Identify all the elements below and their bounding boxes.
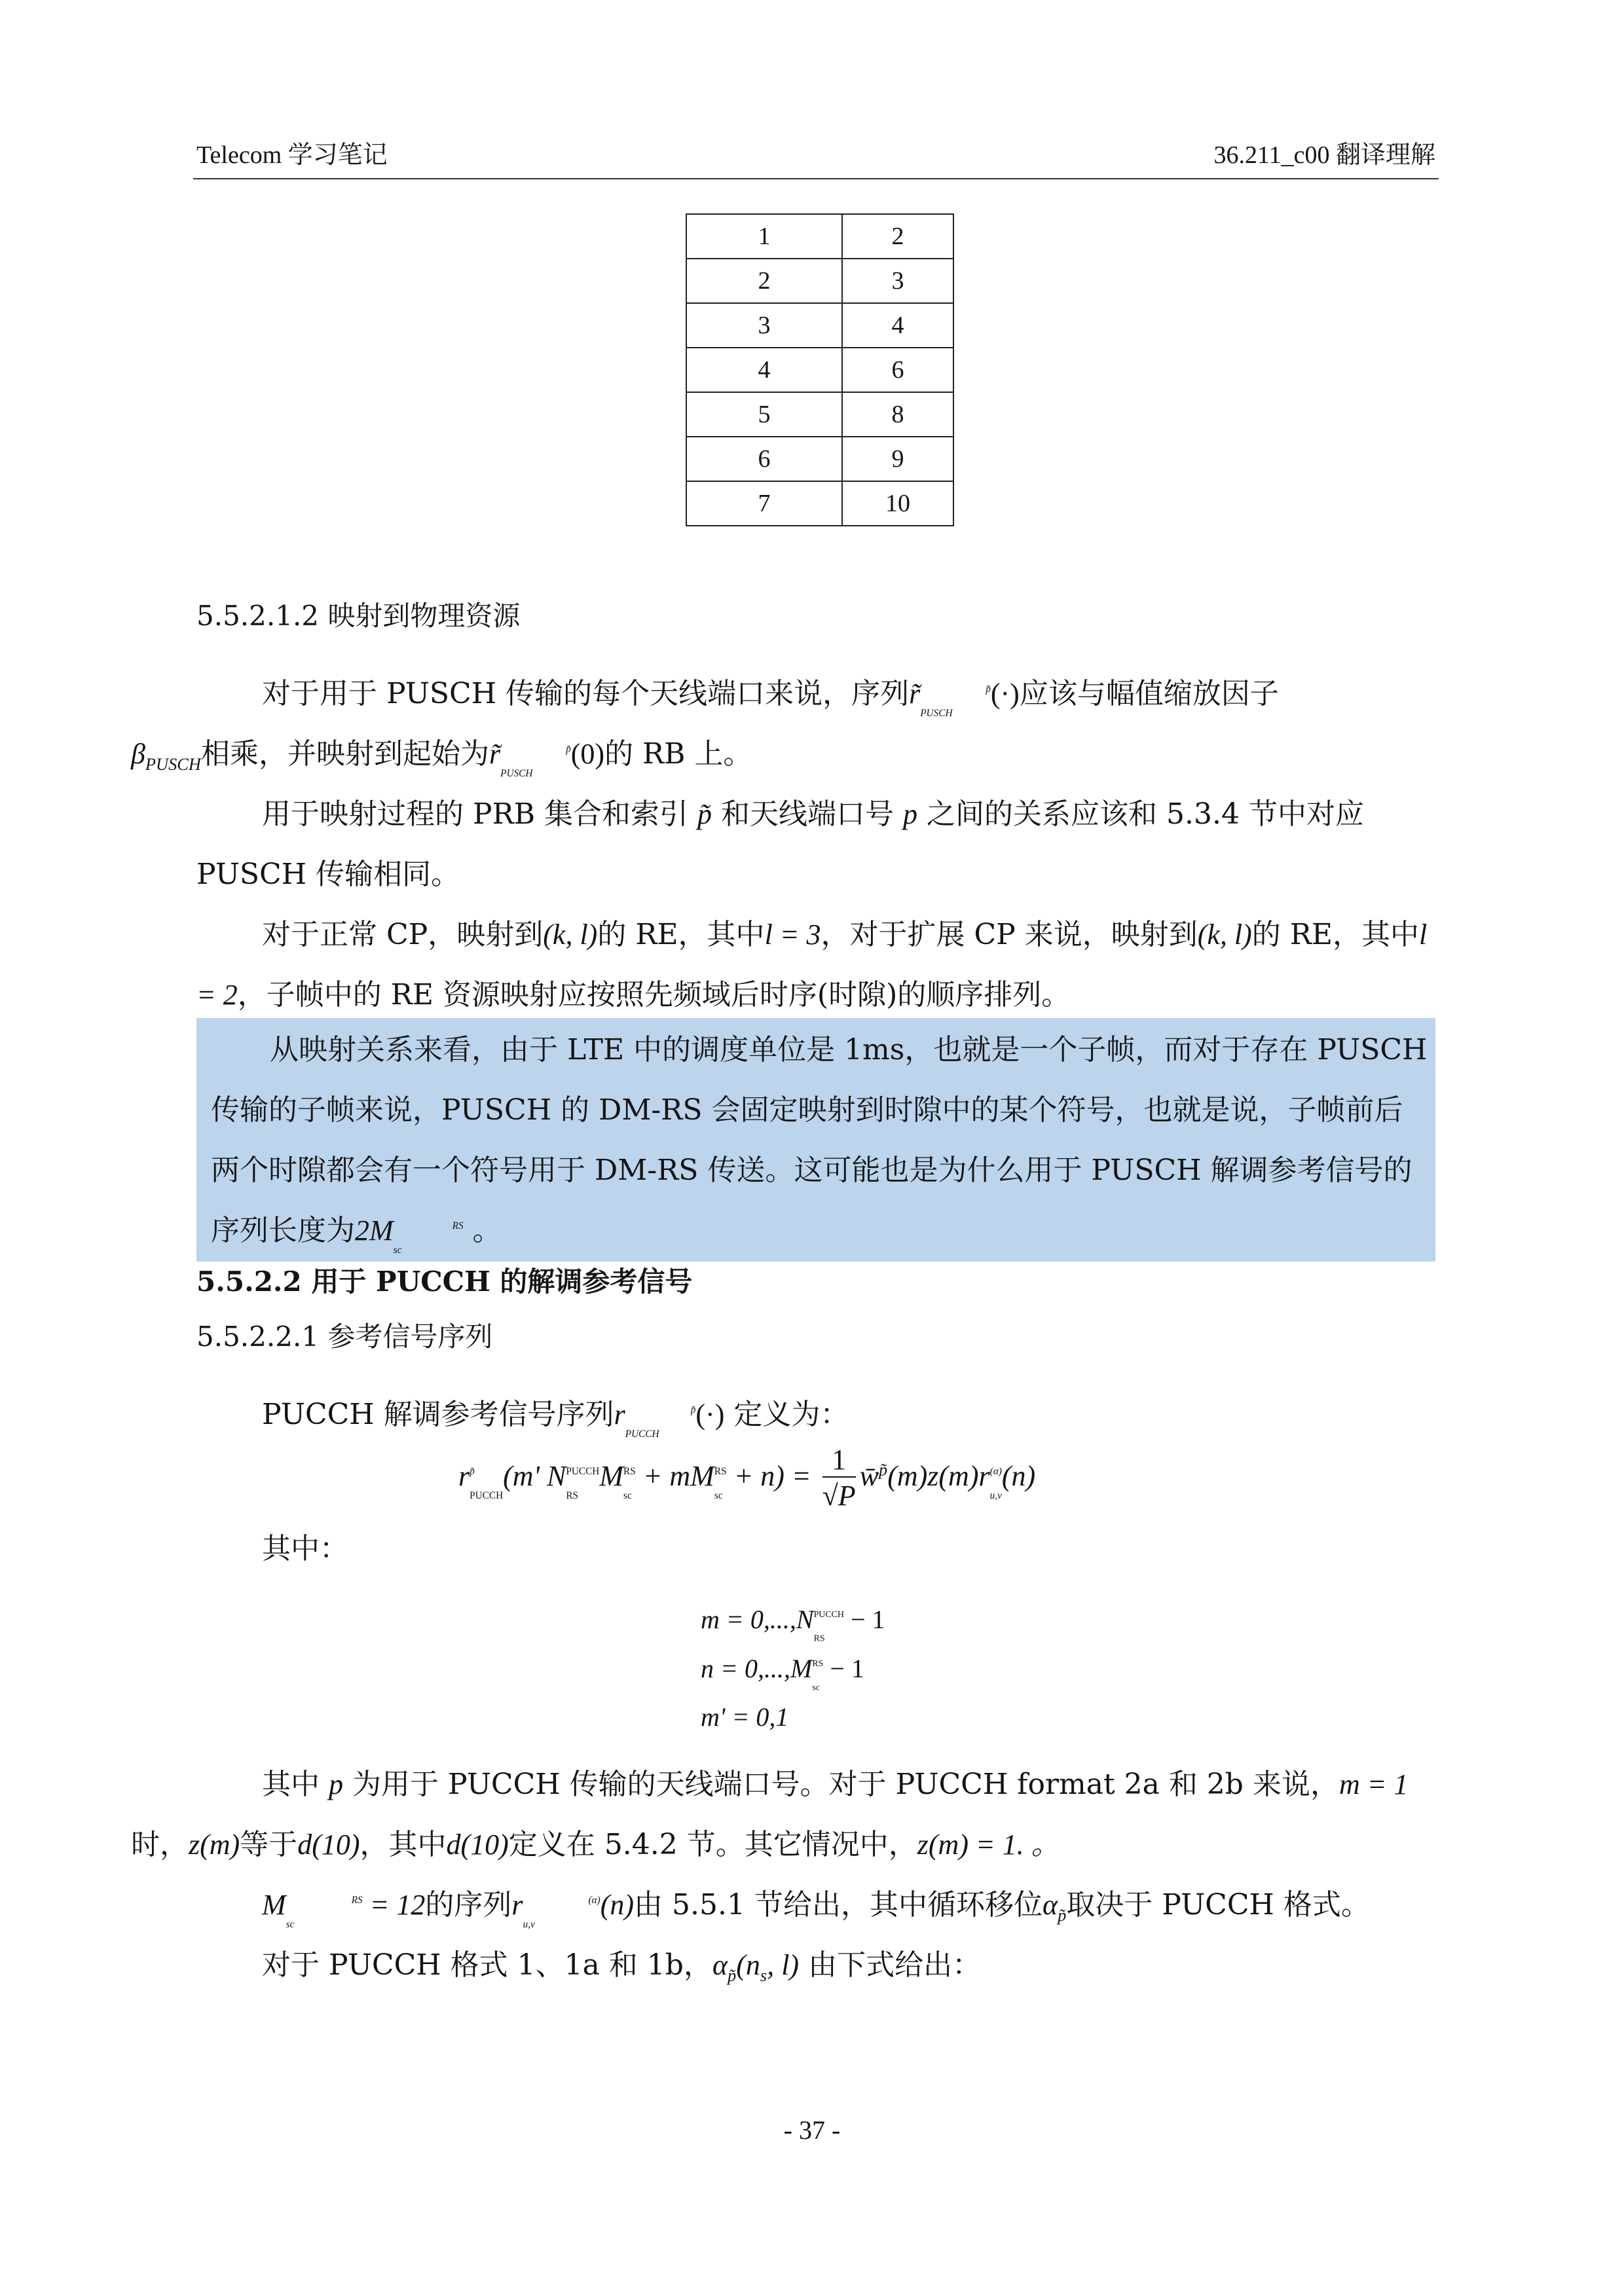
- table-cell: 2: [686, 259, 842, 303]
- table-cell: 10: [842, 481, 953, 526]
- math-arg: (·): [990, 678, 1020, 710]
- paragraph-prb-set: [196, 784, 1434, 905]
- table-row: [686, 392, 953, 437]
- table-row: [686, 348, 953, 392]
- index-line-m: $m = 0,...,N^{PUCCH}$ $_{RS}$ − 1: [701, 1605, 885, 1644]
- table-row: [686, 481, 953, 526]
- table-cell: 6: [686, 437, 842, 481]
- header-left: Telecom 学习笔记: [196, 141, 388, 169]
- math-k-l: (k, l): [1197, 919, 1252, 951]
- table-cell: 3: [686, 303, 842, 348]
- text-run: 由 5.5.1 节给出，其中循环移位: [634, 1888, 1043, 1922]
- table-row: [686, 259, 953, 303]
- table-cell: 9: [842, 437, 953, 481]
- math-r-pucch: r $^{p̃}$ $_{PUCCH}$: [614, 1398, 696, 1440]
- index-line-n: $n = 0,...,M^{RS}$ $_{sc}$ − 1: [701, 1653, 864, 1693]
- text-run: ，其中: [360, 1828, 447, 1861]
- table-row: [686, 214, 953, 259]
- text-run: 从映射关系来看，由于 LTE 中的调度单位是 1ms，也就是一个子帧，而对于存在 PUSCH 传输的子帧来说，PUSCH 的 DM-RS 会固定映射到时隙中的某个符号，也就是说，子帧前后两个时隙都会有一个符号用于 DM-RS 传送。这可能也是为什么用于 PUSCH 解调参考信号的序列长度为: [211, 1033, 1428, 1247]
- header-right: 36.211_c00 翻译理解: [1213, 141, 1435, 169]
- text-run: 等于: [240, 1828, 298, 1861]
- text-run: 定义在 5.4.2 节。其它情况中，: [508, 1828, 917, 1861]
- table-cell: 3: [842, 259, 953, 303]
- math-d-10: d(10): [446, 1829, 509, 1861]
- mapping-table: [686, 213, 954, 526]
- index-line-mprime: m' = 0,1: [701, 1702, 789, 1732]
- paragraph-antenna-port: [131, 1755, 1434, 1875]
- text-run: ，对于扩展 CP 来说，映射到: [821, 918, 1198, 951]
- text-run: ，子帧中的 RE 资源映射应按照先频域后时序(时隙)的顺序排列。: [237, 978, 1071, 1011]
- table-cell: 5: [686, 392, 842, 437]
- text-run: 的序列: [425, 1888, 512, 1922]
- section-heading-5-5-2-1-2: 5.5.2.1.2 映射到物理资源: [196, 600, 521, 632]
- table-row: [686, 303, 953, 348]
- text-run: 时，: [131, 1828, 189, 1861]
- text-run: 对于 PUCCH 格式 1、1a 和 1b，: [262, 1948, 712, 1982]
- table-row: [686, 437, 953, 481]
- table-cell: 6: [842, 348, 953, 392]
- table-cell: 7: [686, 481, 842, 526]
- table-cell: 1: [686, 214, 842, 259]
- text-run: 和天线端口号: [721, 797, 895, 831]
- text-run: 定义为：: [733, 1398, 849, 1431]
- text-run: 的 RB 上。: [604, 737, 752, 771]
- table-cell: 2: [842, 214, 953, 259]
- math-l-3: l = 3: [764, 919, 821, 951]
- text-run: 应该与幅值缩放因子: [1019, 677, 1279, 710]
- pucch-dmrs-formula: $r^{p̃}$ $_{PUCCH}$(m' $N^{PUCCH}$ $_{RS}M^{RS}$ $_{sc} + mM^{RS}$ $_{sc}$ + n) = $\frac{1}{√P}$ $w̄^{p̃}(m)z(m)r^{(\alpha)}$ $_{u,v}$(n): [458, 1444, 1035, 1514]
- text-run: 的 RE，其中: [597, 918, 765, 951]
- where-label: 其中：: [262, 1532, 348, 1565]
- text-run: PUCCH 解调参考信号序列: [262, 1398, 614, 1431]
- text-run: 为用于 PUCCH 传输的天线端口号。对于 PUCCH format 2a 和 2b 来说，: [352, 1768, 1339, 1801]
- math-l-2: l = 2: [196, 919, 1428, 1011]
- paragraph-pucch-definition: [196, 1385, 1434, 1445]
- table-cell: 4: [686, 348, 842, 392]
- text-run: 的 RE，其中: [1251, 918, 1420, 951]
- math-r-pusch: r̃ $^{p̃}$ $_{PUSCH}$: [909, 678, 991, 720]
- page-number: - 37 -: [783, 2115, 841, 2145]
- text-run: 用于映射过程的 PRB 集合和索引: [262, 797, 689, 831]
- fraction-1-sqrt-p: $\frac{1}{√P}$: [822, 1444, 856, 1512]
- math-z-m-1: z(m) = 1. 。: [917, 1829, 1060, 1861]
- math-alpha-p: $\alpha_{p̃}$: [1042, 1889, 1067, 1925]
- text-run: 其中: [262, 1768, 320, 1801]
- math-alpha-p-ns-l: $\alpha_{p̃}(n_s$, l): [712, 1949, 800, 1985]
- math-r-uv: r $^{(\alpha)}$ $_{u,v}$(n): [511, 1889, 635, 1931]
- text-run: 。: [472, 1214, 502, 1247]
- text-run: 由下式给出：: [808, 1948, 982, 1982]
- paragraph-re-mapping: [196, 905, 1434, 1025]
- text-run: 相乘，并映射到起始为: [200, 737, 489, 771]
- text-run: 对于正常 CP，映射到: [262, 918, 544, 951]
- text-run: 对于用于 PUSCH 传输的每个天线端口来说，序列: [262, 677, 910, 710]
- math-r-pusch-0: r̃ $^{p̃}$ $_{PUSCH}$: [489, 738, 571, 780]
- math-p: p: [329, 1768, 343, 1800]
- math-arg: (·): [695, 1398, 725, 1430]
- math-m-1: m = 1: [1338, 1768, 1409, 1800]
- text-run: 之间的关系应该和 5.3.4 节中对应 PUSCH 传输相同。: [196, 797, 1364, 891]
- math-p: p: [903, 798, 918, 830]
- math-arg: (0): [570, 738, 605, 770]
- paragraph-cyclic-shift: [196, 1875, 1434, 1945]
- paragraph-mapping-scaling: [131, 664, 1434, 794]
- math-z-m: z(m): [189, 1829, 240, 1861]
- table-cell: 4: [842, 303, 953, 348]
- math-beta-pusch: $\beta_{PUSCH}$: [131, 738, 201, 774]
- header-rule: [193, 178, 1439, 179]
- index-definitions: [701, 1597, 885, 1740]
- table-cell: 8: [842, 392, 953, 437]
- math-k-l: (k, l): [543, 919, 598, 951]
- paragraph-pucch-format-1: [196, 1935, 1434, 2005]
- section-heading-5-5-2-2: 5.5.2.2 用于 PUCCH 的解调参考信号: [196, 1266, 693, 1298]
- text-run: 取决于 PUCCH 格式。: [1066, 1888, 1370, 1922]
- math-m-rs-sc: M $^{RS}$ $_{sc}$ = 12: [262, 1889, 426, 1931]
- math-2m-rs-sc: 2M $^{RS}$ $_{sc}$: [355, 1214, 464, 1256]
- math-d-10: d(10): [297, 1829, 360, 1861]
- math-p-tilde: p̃: [697, 798, 712, 830]
- section-heading-5-5-2-2-1: 5.5.2.2.1 参考信号序列: [196, 1321, 493, 1353]
- highlight-note-text: [211, 1020, 1429, 1261]
